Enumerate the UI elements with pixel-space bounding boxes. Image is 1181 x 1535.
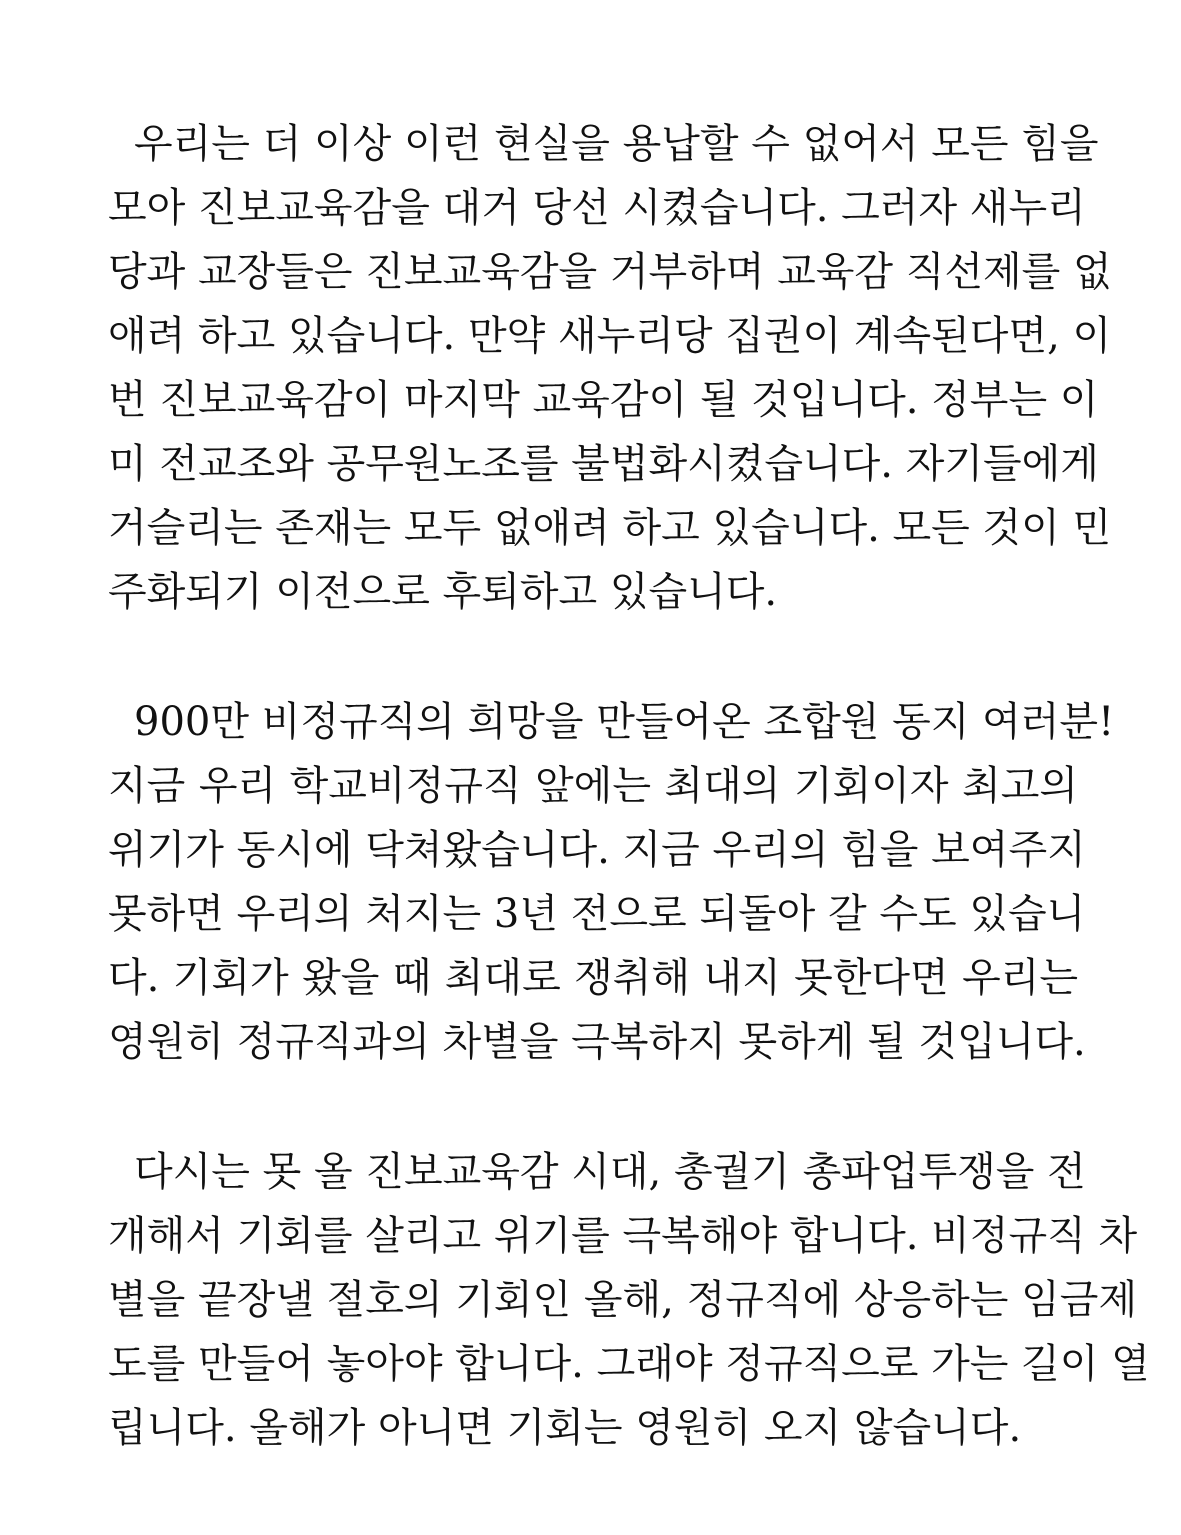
text-line: 개해서 기회를 살리고 위기를 극복해야 합니다. 비정규직 차 <box>108 1213 1138 1259</box>
text-line: 다시는 못 올 진보교육감 시대, 총궐기 총파업투쟁을 전 <box>134 1149 1086 1195</box>
text-line: 미 전교조와 공무원노조를 불법화시켰습니다. 자기들에게 <box>108 441 1099 487</box>
text-line: 립니다. 올해가 아니면 기회는 영원히 오지 않습니다. <box>108 1405 1022 1451</box>
text-line: 우리는 더 이상 이런 현실을 용납할 수 없어서 모든 힘을 <box>134 121 1099 167</box>
text-line: 도를 만들어 놓아야 합니다. 그래야 정규직으로 가는 길이 열 <box>108 1341 1150 1387</box>
text-line: 애려 하고 있습니다. 만약 새누리당 집권이 계속된다면, 이 <box>108 313 1112 359</box>
text-line: 다. 기회가 왔을 때 최대로 쟁취해 내지 못한다면 우리는 <box>108 955 1078 1001</box>
text-line: 모아 진보교육감을 대거 당선 시켰습니다. 그러자 새누리 <box>108 185 1086 231</box>
text-line: 주화되기 이전으로 후퇴하고 있습니다. <box>108 569 778 615</box>
text-line: 지금 우리 학교비정규직 앞에는 최대의 기회이자 최고의 <box>108 763 1078 809</box>
paragraph-2 <box>108 690 1115 1074</box>
text-line: 당과 교장들은 진보교육감을 거부하며 교육감 직선제를 없 <box>108 249 1112 295</box>
text-line: 영원히 정규직과의 차별을 극복하지 못하게 될 것입니다. <box>108 1019 1086 1065</box>
text-line: 거슬리는 존재는 모두 없애려 하고 있습니다. 모든 것이 민 <box>108 505 1112 551</box>
text-line: 900만 비정규직의 희망을 만들어온 조합원 동지 여러분! <box>134 699 1115 745</box>
document-page <box>108 112 1150 1460</box>
text-line: 별을 끝장낼 절호의 기회인 올해, 정규직에 상응하는 임금제 <box>108 1277 1138 1323</box>
paragraph-1 <box>108 112 1112 624</box>
paragraph-3 <box>108 1140 1150 1460</box>
text-line: 위기가 동시에 닥쳐왔습니다. 지금 우리의 힘을 보여주지 <box>108 827 1086 873</box>
text-line: 번 진보교육감이 마지막 교육감이 될 것입니다. 정부는 이 <box>108 377 1099 423</box>
text-line: 못하면 우리의 처지는 3년 전으로 되돌아 갈 수도 있습니 <box>108 891 1086 937</box>
